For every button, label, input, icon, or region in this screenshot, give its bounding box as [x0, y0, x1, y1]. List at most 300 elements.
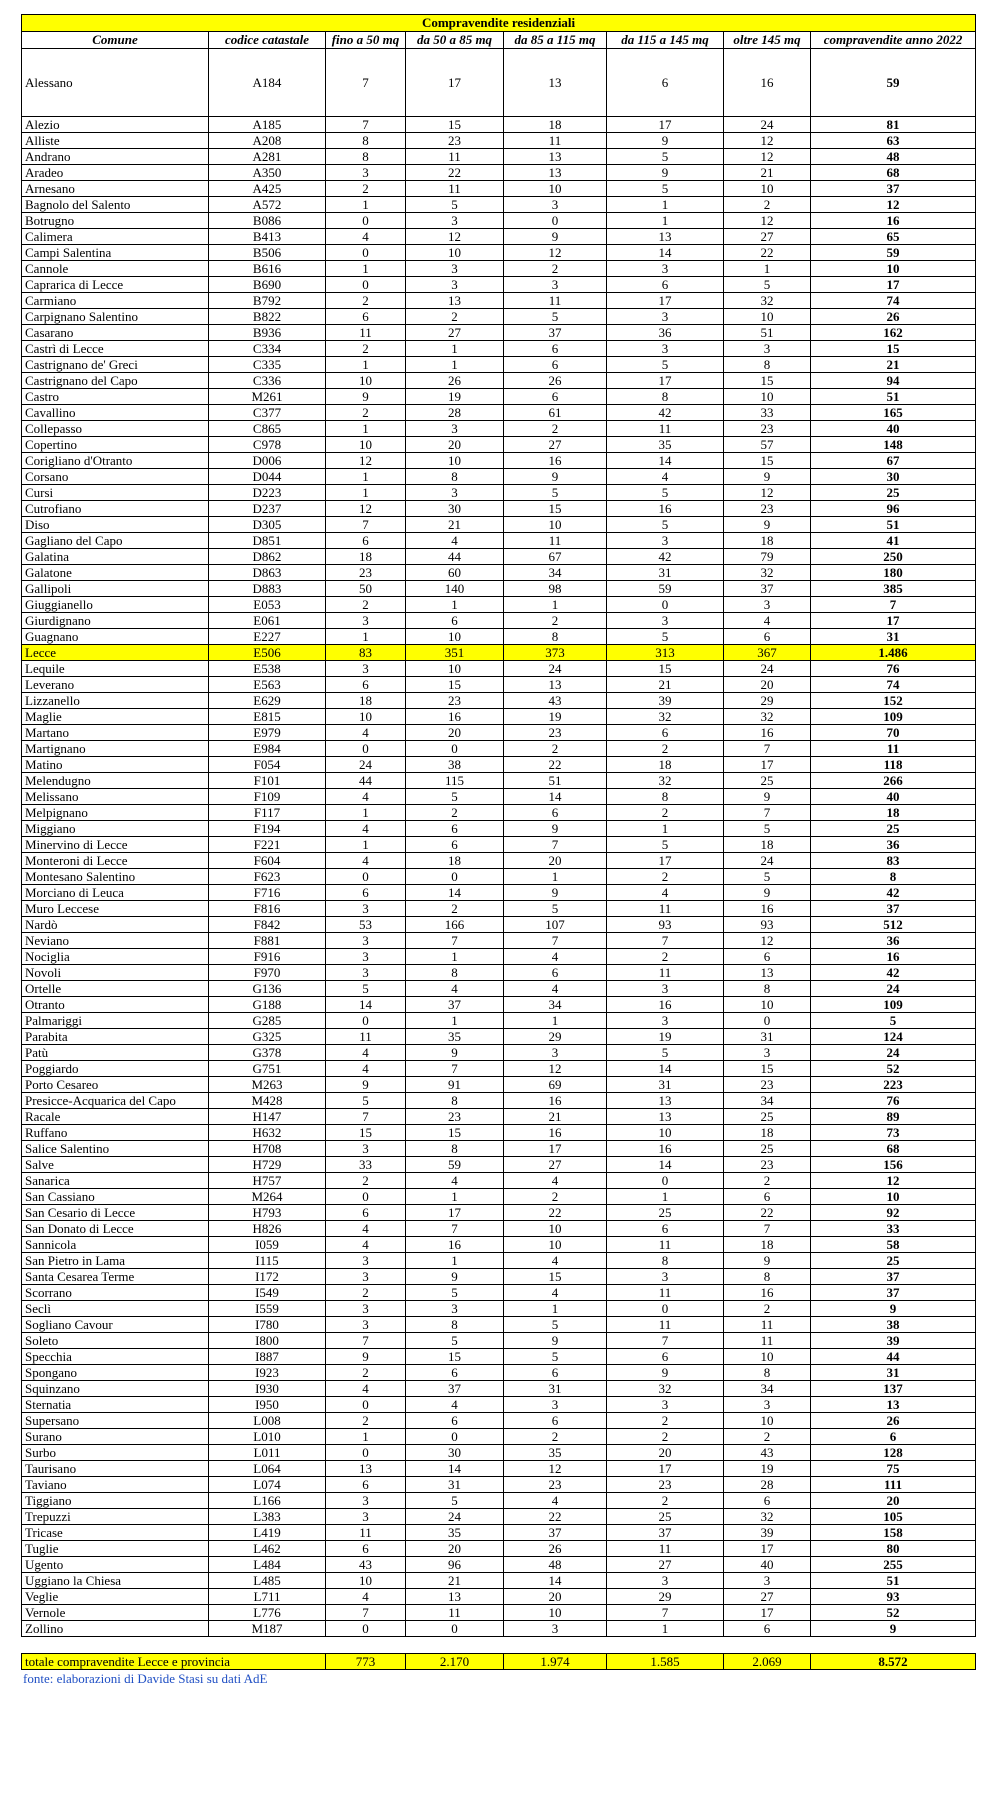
table-row	[22, 389, 976, 405]
cell-50-85: 10	[406, 629, 504, 645]
cell-fino-50: 1	[326, 805, 406, 821]
cell-fino-50: 3	[326, 661, 406, 677]
cell-115-145: 5	[607, 629, 724, 645]
cell-totale: 16	[811, 949, 976, 965]
cell-85-115: 26	[504, 1541, 607, 1557]
cell-fino-50: 3	[326, 1253, 406, 1269]
cell-totale: 63	[811, 133, 976, 149]
table-row	[22, 1189, 976, 1205]
cell-115-145: 5	[607, 517, 724, 533]
cell-fino-50: 4	[326, 1589, 406, 1605]
cell-totale: 109	[811, 997, 976, 1013]
cell-85-115: 107	[504, 917, 607, 933]
cell-50-85: 4	[406, 1397, 504, 1413]
cell-50-85: 1	[406, 1013, 504, 1029]
cell-85-115: 48	[504, 1557, 607, 1573]
cell-oltre-145: 43	[724, 1445, 811, 1461]
cell-115-145: 0	[607, 1173, 724, 1189]
cell-oltre-145: 24	[724, 117, 811, 133]
cell-115-145: 6	[607, 1349, 724, 1365]
cell-115-145: 18	[607, 757, 724, 773]
cell-50-85: 4	[406, 1173, 504, 1189]
cell-85-115: 20	[504, 853, 607, 869]
cell-codice: I115	[209, 1253, 326, 1269]
table-row	[22, 693, 976, 709]
cell-85-115: 11	[504, 293, 607, 309]
cell-50-85: 7	[406, 1221, 504, 1237]
cell-totale: 59	[811, 49, 976, 117]
cell-oltre-145: 23	[724, 1077, 811, 1093]
cell-fino-50: 4	[326, 1381, 406, 1397]
cell-115-145: 31	[607, 565, 724, 581]
cell-115-145: 7	[607, 1605, 724, 1621]
cell-comune: Morciano di Leuca	[22, 885, 209, 901]
cell-totale: 266	[811, 773, 976, 789]
cell-oltre-145: 367	[724, 645, 811, 661]
cell-oltre-145: 34	[724, 1381, 811, 1397]
table-row	[22, 1061, 976, 1077]
cell-85-115: 34	[504, 565, 607, 581]
cell-85-115: 14	[504, 789, 607, 805]
cell-comune: Squinzano	[22, 1381, 209, 1397]
cell-comune: Montesano Salentino	[22, 869, 209, 885]
cell-totale: 51	[811, 389, 976, 405]
header-115-145: da 115 a 145 mq	[607, 32, 724, 49]
cell-50-85: 19	[406, 389, 504, 405]
cell-oltre-145: 6	[724, 629, 811, 645]
cell-fino-50: 0	[326, 869, 406, 885]
cell-oltre-145: 22	[724, 245, 811, 261]
cell-codice: L008	[209, 1413, 326, 1429]
cell-oltre-145: 3	[724, 1573, 811, 1589]
cell-totale: 65	[811, 229, 976, 245]
cell-totale: 11	[811, 741, 976, 757]
cell-totale: 37	[811, 1285, 976, 1301]
table-row	[22, 1573, 976, 1589]
cell-oltre-145: 6	[724, 1493, 811, 1509]
table-row	[22, 1173, 976, 1189]
cell-85-115: 22	[504, 757, 607, 773]
cell-totale: 111	[811, 1477, 976, 1493]
cell-fino-50: 7	[326, 1109, 406, 1125]
total-fino-50: 773	[326, 1654, 406, 1670]
spacer	[21, 1637, 975, 1653]
cell-115-145: 3	[607, 533, 724, 549]
cell-totale: 52	[811, 1061, 976, 1077]
cell-115-145: 14	[607, 245, 724, 261]
cell-fino-50: 10	[326, 437, 406, 453]
cell-fino-50: 4	[326, 1061, 406, 1077]
table-row	[22, 229, 976, 245]
cell-oltre-145: 13	[724, 965, 811, 981]
cell-fino-50: 4	[326, 1237, 406, 1253]
cell-fino-50: 3	[326, 613, 406, 629]
cell-50-85: 23	[406, 1109, 504, 1125]
total-50-85: 2.170	[406, 1654, 504, 1670]
table-row	[22, 725, 976, 741]
cell-50-85: 11	[406, 1605, 504, 1621]
cell-85-115: 2	[504, 1429, 607, 1445]
cell-oltre-145: 93	[724, 917, 811, 933]
cell-50-85: 1	[406, 1253, 504, 1269]
cell-115-145: 3	[607, 1013, 724, 1029]
cell-115-145: 6	[607, 49, 724, 117]
cell-codice: H757	[209, 1173, 326, 1189]
cell-fino-50: 3	[326, 949, 406, 965]
cell-comune: Muro Leccese	[22, 901, 209, 917]
table-row	[22, 1317, 976, 1333]
table-row	[22, 1333, 976, 1349]
cell-comune: Ugento	[22, 1557, 209, 1573]
cell-fino-50: 12	[326, 453, 406, 469]
cell-totale: 16	[811, 213, 976, 229]
cell-115-145: 32	[607, 1381, 724, 1397]
cell-comune: Sternatia	[22, 1397, 209, 1413]
cell-85-115: 22	[504, 1509, 607, 1525]
cell-totale: 24	[811, 1045, 976, 1061]
cell-comune: Tricase	[22, 1525, 209, 1541]
cell-fino-50: 12	[326, 501, 406, 517]
cell-codice: L064	[209, 1461, 326, 1477]
cell-115-145: 35	[607, 437, 724, 453]
cell-oltre-145: 10	[724, 997, 811, 1013]
cell-50-85: 5	[406, 1285, 504, 1301]
cell-115-145: 2	[607, 1413, 724, 1429]
cell-codice: E563	[209, 677, 326, 693]
cell-85-115: 37	[504, 325, 607, 341]
cell-codice: E984	[209, 741, 326, 757]
cell-115-145: 3	[607, 261, 724, 277]
cell-codice: H147	[209, 1109, 326, 1125]
cell-115-145: 16	[607, 501, 724, 517]
cell-totale: 76	[811, 1093, 976, 1109]
cell-codice: A350	[209, 165, 326, 181]
cell-115-145: 21	[607, 677, 724, 693]
cell-comune: Carpignano Salentino	[22, 309, 209, 325]
cell-codice: H793	[209, 1205, 326, 1221]
cell-50-85: 5	[406, 1333, 504, 1349]
cell-fino-50: 1	[326, 261, 406, 277]
cell-totale: 10	[811, 1189, 976, 1205]
cell-50-85: 26	[406, 373, 504, 389]
cell-85-115: 15	[504, 501, 607, 517]
cell-totale: 21	[811, 357, 976, 373]
cell-85-115: 9	[504, 469, 607, 485]
cell-codice: M428	[209, 1093, 326, 1109]
table-row	[22, 277, 976, 293]
cell-oltre-145: 32	[724, 1509, 811, 1525]
cell-fino-50: 2	[326, 293, 406, 309]
cell-oltre-145: 5	[724, 821, 811, 837]
table-row	[22, 1141, 976, 1157]
cell-comune: Melpignano	[22, 805, 209, 821]
cell-comune: Copertino	[22, 437, 209, 453]
cell-fino-50: 0	[326, 1621, 406, 1637]
cell-50-85: 14	[406, 885, 504, 901]
cell-codice: I559	[209, 1301, 326, 1317]
cell-50-85: 3	[406, 277, 504, 293]
cell-50-85: 13	[406, 1589, 504, 1605]
cell-85-115: 3	[504, 197, 607, 213]
cell-85-115: 5	[504, 1349, 607, 1365]
cell-fino-50: 7	[326, 517, 406, 533]
cell-codice: H632	[209, 1125, 326, 1141]
cell-50-85: 21	[406, 517, 504, 533]
cell-85-115: 1	[504, 1301, 607, 1317]
cell-85-115: 23	[504, 725, 607, 741]
cell-codice: A184	[209, 49, 326, 117]
cell-codice: D044	[209, 469, 326, 485]
cell-comune: Otranto	[22, 997, 209, 1013]
cell-85-115: 6	[504, 341, 607, 357]
cell-115-145: 0	[607, 1301, 724, 1317]
cell-fino-50: 3	[326, 1301, 406, 1317]
cell-totale: 67	[811, 453, 976, 469]
cell-85-115: 18	[504, 117, 607, 133]
cell-comune: Porto Cesareo	[22, 1077, 209, 1093]
cell-comune: Seclì	[22, 1301, 209, 1317]
table-row	[22, 805, 976, 821]
table-row	[22, 1029, 976, 1045]
cell-comune: Patù	[22, 1045, 209, 1061]
cell-totale: 59	[811, 245, 976, 261]
cell-comune: Corsano	[22, 469, 209, 485]
cell-oltre-145: 8	[724, 1365, 811, 1381]
table-row	[22, 469, 976, 485]
cell-totale: 75	[811, 1461, 976, 1477]
cell-oltre-145: 18	[724, 533, 811, 549]
cell-comune: Guagnano	[22, 629, 209, 645]
cell-comune: Campi Salentina	[22, 245, 209, 261]
cell-comune: Castrì di Lecce	[22, 341, 209, 357]
cell-fino-50: 6	[326, 1205, 406, 1221]
cell-totale: 18	[811, 805, 976, 821]
cell-codice: C978	[209, 437, 326, 453]
cell-codice: B792	[209, 293, 326, 309]
cell-codice: L383	[209, 1509, 326, 1525]
cell-oltre-145: 6	[724, 949, 811, 965]
cell-oltre-145: 10	[724, 389, 811, 405]
cell-totale: 17	[811, 277, 976, 293]
cell-totale: 162	[811, 325, 976, 341]
table-row	[22, 677, 976, 693]
cell-comune: Martano	[22, 725, 209, 741]
cell-comune: Castrignano de' Greci	[22, 357, 209, 373]
cell-fino-50: 13	[326, 1461, 406, 1477]
cell-85-115: 6	[504, 805, 607, 821]
cell-codice: F101	[209, 773, 326, 789]
cell-85-115: 29	[504, 1029, 607, 1045]
cell-totale: 52	[811, 1605, 976, 1621]
cell-fino-50: 1	[326, 421, 406, 437]
cell-codice: I923	[209, 1365, 326, 1381]
table-row	[22, 1605, 976, 1621]
cell-115-145: 11	[607, 421, 724, 437]
cell-50-85: 37	[406, 997, 504, 1013]
cell-50-85: 166	[406, 917, 504, 933]
cell-85-115: 31	[504, 1381, 607, 1397]
cell-codice: I780	[209, 1317, 326, 1333]
cell-oltre-145: 6	[724, 1621, 811, 1637]
cell-totale: 42	[811, 885, 976, 901]
cell-codice: H708	[209, 1141, 326, 1157]
cell-50-85: 17	[406, 1205, 504, 1221]
table-row	[22, 1205, 976, 1221]
cell-85-115: 6	[504, 357, 607, 373]
cell-comune: Specchia	[22, 1349, 209, 1365]
cell-oltre-145: 16	[724, 901, 811, 917]
cell-50-85: 38	[406, 757, 504, 773]
cell-totale: 58	[811, 1237, 976, 1253]
cell-comune: Neviano	[22, 933, 209, 949]
cell-codice: D223	[209, 485, 326, 501]
total-row	[22, 1654, 976, 1670]
cell-comune: Leverano	[22, 677, 209, 693]
table-row	[22, 1557, 976, 1573]
table-row	[22, 1493, 976, 1509]
cell-85-115: 3	[504, 1045, 607, 1061]
cell-codice: E815	[209, 709, 326, 725]
cell-85-115: 5	[504, 309, 607, 325]
cell-115-145: 19	[607, 1029, 724, 1045]
cell-totale: 81	[811, 117, 976, 133]
compravendite-table	[21, 14, 976, 1637]
cell-fino-50: 5	[326, 981, 406, 997]
cell-50-85: 18	[406, 853, 504, 869]
cell-totale: 76	[811, 661, 976, 677]
cell-85-115: 3	[504, 277, 607, 293]
cell-85-115: 13	[504, 677, 607, 693]
cell-50-85: 35	[406, 1525, 504, 1541]
cell-oltre-145: 12	[724, 213, 811, 229]
cell-oltre-145: 27	[724, 1589, 811, 1605]
cell-comune: Melendugno	[22, 773, 209, 789]
cell-comune: Racale	[22, 1109, 209, 1125]
cell-oltre-145: 3	[724, 341, 811, 357]
table-row	[22, 1109, 976, 1125]
cell-comune: Ruffano	[22, 1125, 209, 1141]
cell-115-145: 4	[607, 469, 724, 485]
cell-totale: 26	[811, 1413, 976, 1429]
total-table	[21, 1653, 976, 1670]
table-row	[22, 1509, 976, 1525]
table-row	[22, 421, 976, 437]
cell-50-85: 44	[406, 549, 504, 565]
cell-85-115: 34	[504, 997, 607, 1013]
cell-codice: E061	[209, 613, 326, 629]
cell-codice: C336	[209, 373, 326, 389]
table-row	[22, 549, 976, 565]
cell-115-145: 17	[607, 117, 724, 133]
cell-50-85: 0	[406, 1429, 504, 1445]
cell-50-85: 140	[406, 581, 504, 597]
cell-85-115: 2	[504, 421, 607, 437]
cell-oltre-145: 1	[724, 261, 811, 277]
cell-oltre-145: 9	[724, 1253, 811, 1269]
cell-115-145: 5	[607, 1045, 724, 1061]
cell-comune: Supersano	[22, 1413, 209, 1429]
header-row	[22, 32, 976, 49]
header-85-115: da 85 a 115 mq	[504, 32, 607, 49]
cell-oltre-145: 5	[724, 277, 811, 293]
cell-totale: 13	[811, 1397, 976, 1413]
table-row	[22, 885, 976, 901]
cell-85-115: 7	[504, 933, 607, 949]
table-row	[22, 309, 976, 325]
cell-oltre-145: 19	[724, 1461, 811, 1477]
cell-115-145: 3	[607, 1573, 724, 1589]
cell-oltre-145: 21	[724, 165, 811, 181]
cell-fino-50: 0	[326, 213, 406, 229]
cell-85-115: 1	[504, 1013, 607, 1029]
cell-oltre-145: 23	[724, 1157, 811, 1173]
cell-totale: 105	[811, 1509, 976, 1525]
table-row	[22, 1221, 976, 1237]
cell-50-85: 12	[406, 229, 504, 245]
cell-comune: Vernole	[22, 1605, 209, 1621]
cell-totale: 37	[811, 1269, 976, 1285]
cell-comune: Taviano	[22, 1477, 209, 1493]
cell-115-145: 14	[607, 1061, 724, 1077]
cell-oltre-145: 39	[724, 1525, 811, 1541]
cell-fino-50: 33	[326, 1157, 406, 1173]
cell-totale: 37	[811, 901, 976, 917]
cell-oltre-145: 23	[724, 501, 811, 517]
cell-85-115: 13	[504, 149, 607, 165]
cell-comune: Minervino di Lecce	[22, 837, 209, 853]
cell-fino-50: 10	[326, 1573, 406, 1589]
cell-50-85: 3	[406, 485, 504, 501]
cell-115-145: 1	[607, 197, 724, 213]
cell-115-145: 42	[607, 549, 724, 565]
cell-comune: Casarano	[22, 325, 209, 341]
table-row	[22, 357, 976, 373]
cell-85-115: 17	[504, 1141, 607, 1157]
cell-comune: Santa Cesarea Terme	[22, 1269, 209, 1285]
table-row	[22, 1541, 976, 1557]
cell-oltre-145: 2	[724, 1429, 811, 1445]
cell-115-145: 1	[607, 1621, 724, 1637]
cell-115-145: 9	[607, 133, 724, 149]
table-row	[22, 661, 976, 677]
cell-50-85: 4	[406, 981, 504, 997]
cell-fino-50: 3	[326, 1141, 406, 1157]
cell-oltre-145: 12	[724, 149, 811, 165]
table-row	[22, 341, 976, 357]
cell-comune: Lecce	[22, 645, 209, 661]
cell-totale: 12	[811, 1173, 976, 1189]
cell-85-115: 3	[504, 1397, 607, 1413]
cell-totale: 83	[811, 853, 976, 869]
cell-115-145: 5	[607, 837, 724, 853]
table-row	[22, 213, 976, 229]
cell-codice: I549	[209, 1285, 326, 1301]
cell-comune: Giuggianello	[22, 597, 209, 613]
table-row	[22, 197, 976, 213]
cell-comune: Taurisano	[22, 1461, 209, 1477]
cell-85-115: 10	[504, 517, 607, 533]
cell-codice: D862	[209, 549, 326, 565]
cell-comune: Sanarica	[22, 1173, 209, 1189]
cell-fino-50: 24	[326, 757, 406, 773]
cell-fino-50: 2	[326, 405, 406, 421]
cell-oltre-145: 4	[724, 613, 811, 629]
cell-50-85: 13	[406, 293, 504, 309]
cell-115-145: 8	[607, 789, 724, 805]
cell-85-115: 1	[504, 597, 607, 613]
cell-oltre-145: 3	[724, 597, 811, 613]
cell-comune: Soleto	[22, 1333, 209, 1349]
